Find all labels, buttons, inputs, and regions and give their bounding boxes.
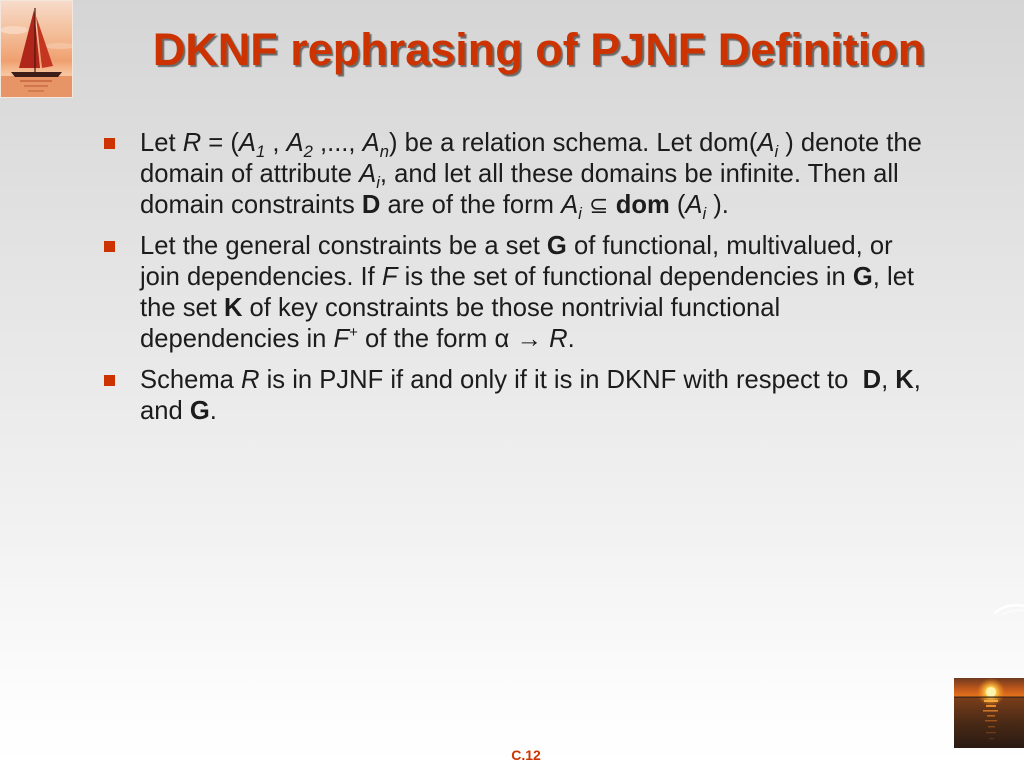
math-variable: A xyxy=(685,191,703,219)
bullet-text: of the form xyxy=(357,325,495,353)
bullet-text: ). xyxy=(706,191,729,219)
bullet-item-1 xyxy=(104,128,984,221)
bullet-text: ,..., xyxy=(312,129,363,157)
bullet-text: , xyxy=(913,366,921,394)
bullet-text: are of the form xyxy=(380,191,562,219)
bullet-text: Let xyxy=(140,129,183,157)
subset-symbol: ⊆ xyxy=(581,193,616,219)
bullet-text: domain of attribute xyxy=(140,160,360,188)
bullet-text: is the set of functional dependencies in xyxy=(397,263,853,291)
subscript: i xyxy=(774,142,779,161)
bold-term: G xyxy=(546,232,567,260)
bullet-text: ) denote the xyxy=(778,129,922,157)
bullet-text: of functional, multivalued, or xyxy=(566,232,893,260)
bullet-text: Schema xyxy=(140,366,242,394)
bullet-text: = ( xyxy=(201,129,239,157)
math-variable: R xyxy=(549,325,568,353)
math-variable: A xyxy=(757,129,775,157)
math-variable: R xyxy=(241,366,260,394)
bullet-text: . xyxy=(209,397,217,425)
bullet-1-line-2 xyxy=(140,159,984,190)
math-variable: A xyxy=(238,129,256,157)
bold-term: K xyxy=(223,294,243,322)
bullet-3-line-1 xyxy=(140,365,984,396)
bullet-text: is in PJNF if and only if it is in DKNF with respect to xyxy=(259,366,863,394)
bullet-2-line-1 xyxy=(140,231,984,262)
bullet-2-line-3 xyxy=(140,293,984,324)
bold-term: D xyxy=(862,366,882,394)
bullet-text: , xyxy=(881,366,896,394)
bullet-text: ) be a relation schema. Let dom( xyxy=(388,129,758,157)
subscript: i xyxy=(578,204,582,223)
swoosh-decoration-icon xyxy=(994,600,1024,616)
bullet-text: dependencies in xyxy=(140,325,334,353)
bold-term: G xyxy=(852,263,873,291)
page-number: C.12 xyxy=(511,747,541,763)
bullet-text: , and let all these domains be infinite. Then all xyxy=(379,160,899,188)
slide-title: DKNF rephrasing of PJNF Definition xyxy=(152,24,926,75)
bullet-text: join dependencies. If xyxy=(140,263,382,291)
square-bullet-icon xyxy=(104,241,115,252)
subscript: i xyxy=(376,173,380,192)
bullet-text: Let the general constraints be a set xyxy=(140,232,547,260)
bullet-item-3 xyxy=(104,365,984,427)
bold-term: D xyxy=(361,191,381,219)
math-variable: R xyxy=(182,129,202,157)
bullet-text: domain constraints xyxy=(140,191,362,219)
bullet-text: , xyxy=(265,129,287,157)
sailboat-icon xyxy=(0,0,73,98)
math-variable: A xyxy=(561,191,579,219)
math-variable: A xyxy=(359,160,377,188)
bullet-text: the set xyxy=(140,294,224,322)
sunset-icon xyxy=(954,678,1024,748)
bullet-text: . xyxy=(567,325,575,353)
bullet-2-line-4 xyxy=(140,324,984,355)
bullet-text: , let xyxy=(872,263,915,291)
bullet-3-line-2 xyxy=(140,396,984,427)
bullet-list xyxy=(104,128,984,437)
superscript: + xyxy=(349,324,358,341)
bullet-1-line-1 xyxy=(140,128,984,159)
bold-term: G xyxy=(189,397,210,425)
bullet-item-2 xyxy=(104,231,984,355)
bold-term: K xyxy=(895,366,914,394)
alpha-arrow-symbol: α → xyxy=(494,325,550,353)
subscript: i xyxy=(702,204,707,223)
subscript: 2 xyxy=(303,142,313,161)
math-variable: A xyxy=(286,129,304,157)
bullet-1-line-3 xyxy=(140,190,984,221)
math-variable: F xyxy=(381,263,398,291)
bullet-text: ( xyxy=(669,191,686,219)
square-bullet-icon xyxy=(104,138,115,149)
math-variable: A xyxy=(362,129,380,157)
bold-term: dom xyxy=(615,191,670,219)
square-bullet-icon xyxy=(104,375,115,386)
subscript: n xyxy=(379,142,389,161)
bullet-text: and xyxy=(140,397,190,425)
bullet-text: of key constraints be those nontrivial functional xyxy=(242,294,781,322)
math-variable: F xyxy=(333,325,350,353)
bullet-2-line-2 xyxy=(140,262,984,293)
subscript: 1 xyxy=(255,142,266,161)
